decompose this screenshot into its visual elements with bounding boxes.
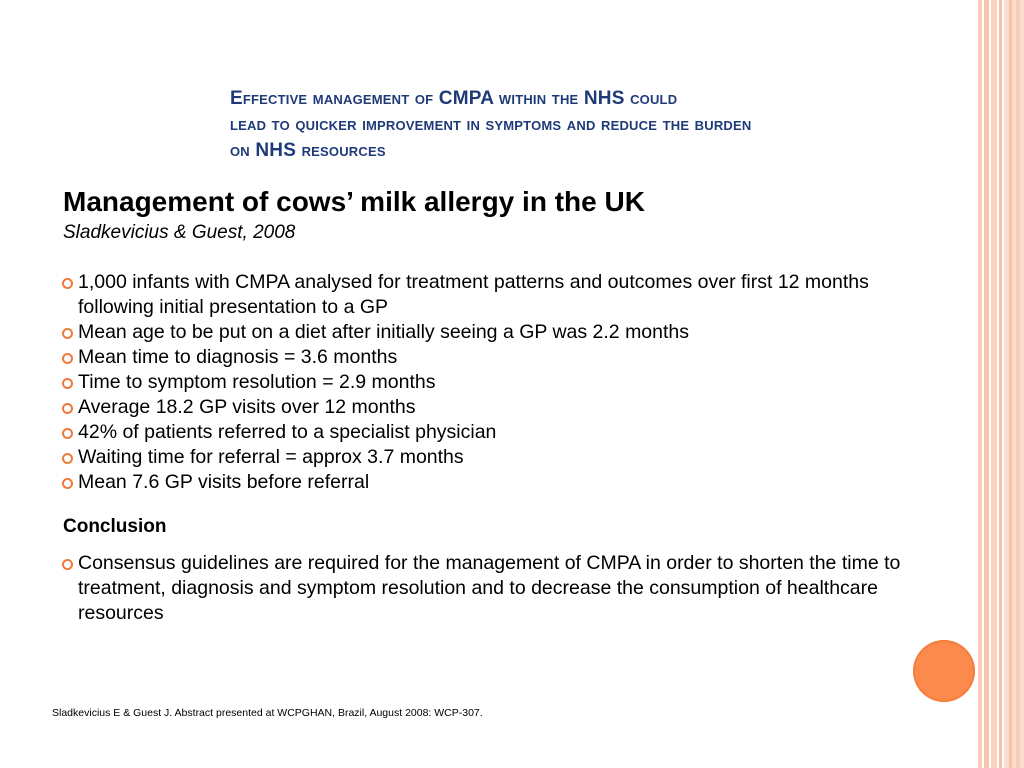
section-heading: Management of cows’ milk allergy in the UK [63,186,645,217]
list-item [62,420,942,445]
decorative-stripe [1016,0,1020,768]
list-item-text: Mean 7.6 GP visits before referral [78,471,370,493]
decorative-stripe [978,0,982,768]
list-item [62,395,942,420]
list-item-text: Average 18.2 GP visits over 12 months [78,396,416,418]
decorative-stripe [1004,0,1024,768]
list-item-text: 1,000 infants with CMPA analysed for treatment patterns and outcomes over first 12 months following initial presentation to a GP [78,271,869,318]
ring-bullet-icon [62,453,73,464]
list-item-text: Waiting time for referral = approx 3.7 months [78,446,464,468]
citation-subheading: Sladkevicius & Guest, 2008 [63,222,296,243]
decorative-stripe [1009,0,1012,768]
ring-bullet-icon [62,403,73,414]
ring-bullet-icon [62,478,73,489]
list-item [62,270,942,320]
list-item [62,320,942,345]
findings-list [62,270,942,495]
list-item [62,345,942,370]
list-item-text: Mean time to diagnosis = 3.6 months [78,346,398,368]
conclusion-heading: Conclusion [63,516,167,537]
reference-footnote: Sladkevicius E & Guest J. Abstract presented at WCPGHAN, Brazil, August 2008: WCP-307. [52,707,483,719]
list-item [62,445,942,470]
ring-bullet-icon [62,353,73,364]
slide-title-line-2: lead to quicker improvement in symptoms and reduce the burden [230,114,752,135]
decorative-stripe [984,0,989,768]
ring-bullet-icon [62,559,73,570]
decorative-stripe [999,0,1002,768]
list-item-text: Consensus guidelines are required for the management of CMPA in order to shorten the time to treatment, diagnosis and symptom resolution and to decrease the consumption of healthcare resources [78,552,901,624]
conclusion-list [62,551,952,626]
ring-bullet-icon [62,378,73,389]
decorative-stripe [991,0,997,768]
list-item-text: Mean age to be put on a diet after initially seeing a GP was 2.2 months [78,321,690,343]
ring-bullet-icon [62,428,73,439]
list-item-text: Time to symptom resolution = 2.9 months [78,371,436,393]
slide-title-line-1: Effective management of CMPA within the NHS could [230,88,678,109]
list-item [62,470,942,495]
list-item-text: 42% of patients referred to a specialist physician [78,421,497,443]
slide-title-line-3: on NHS resources [230,140,386,161]
slide-title [230,86,950,164]
ring-bullet-icon [62,278,73,289]
list-item [62,370,942,395]
ring-bullet-icon [62,328,73,339]
orange-circle-decoration [913,640,975,702]
list-item [62,551,952,626]
